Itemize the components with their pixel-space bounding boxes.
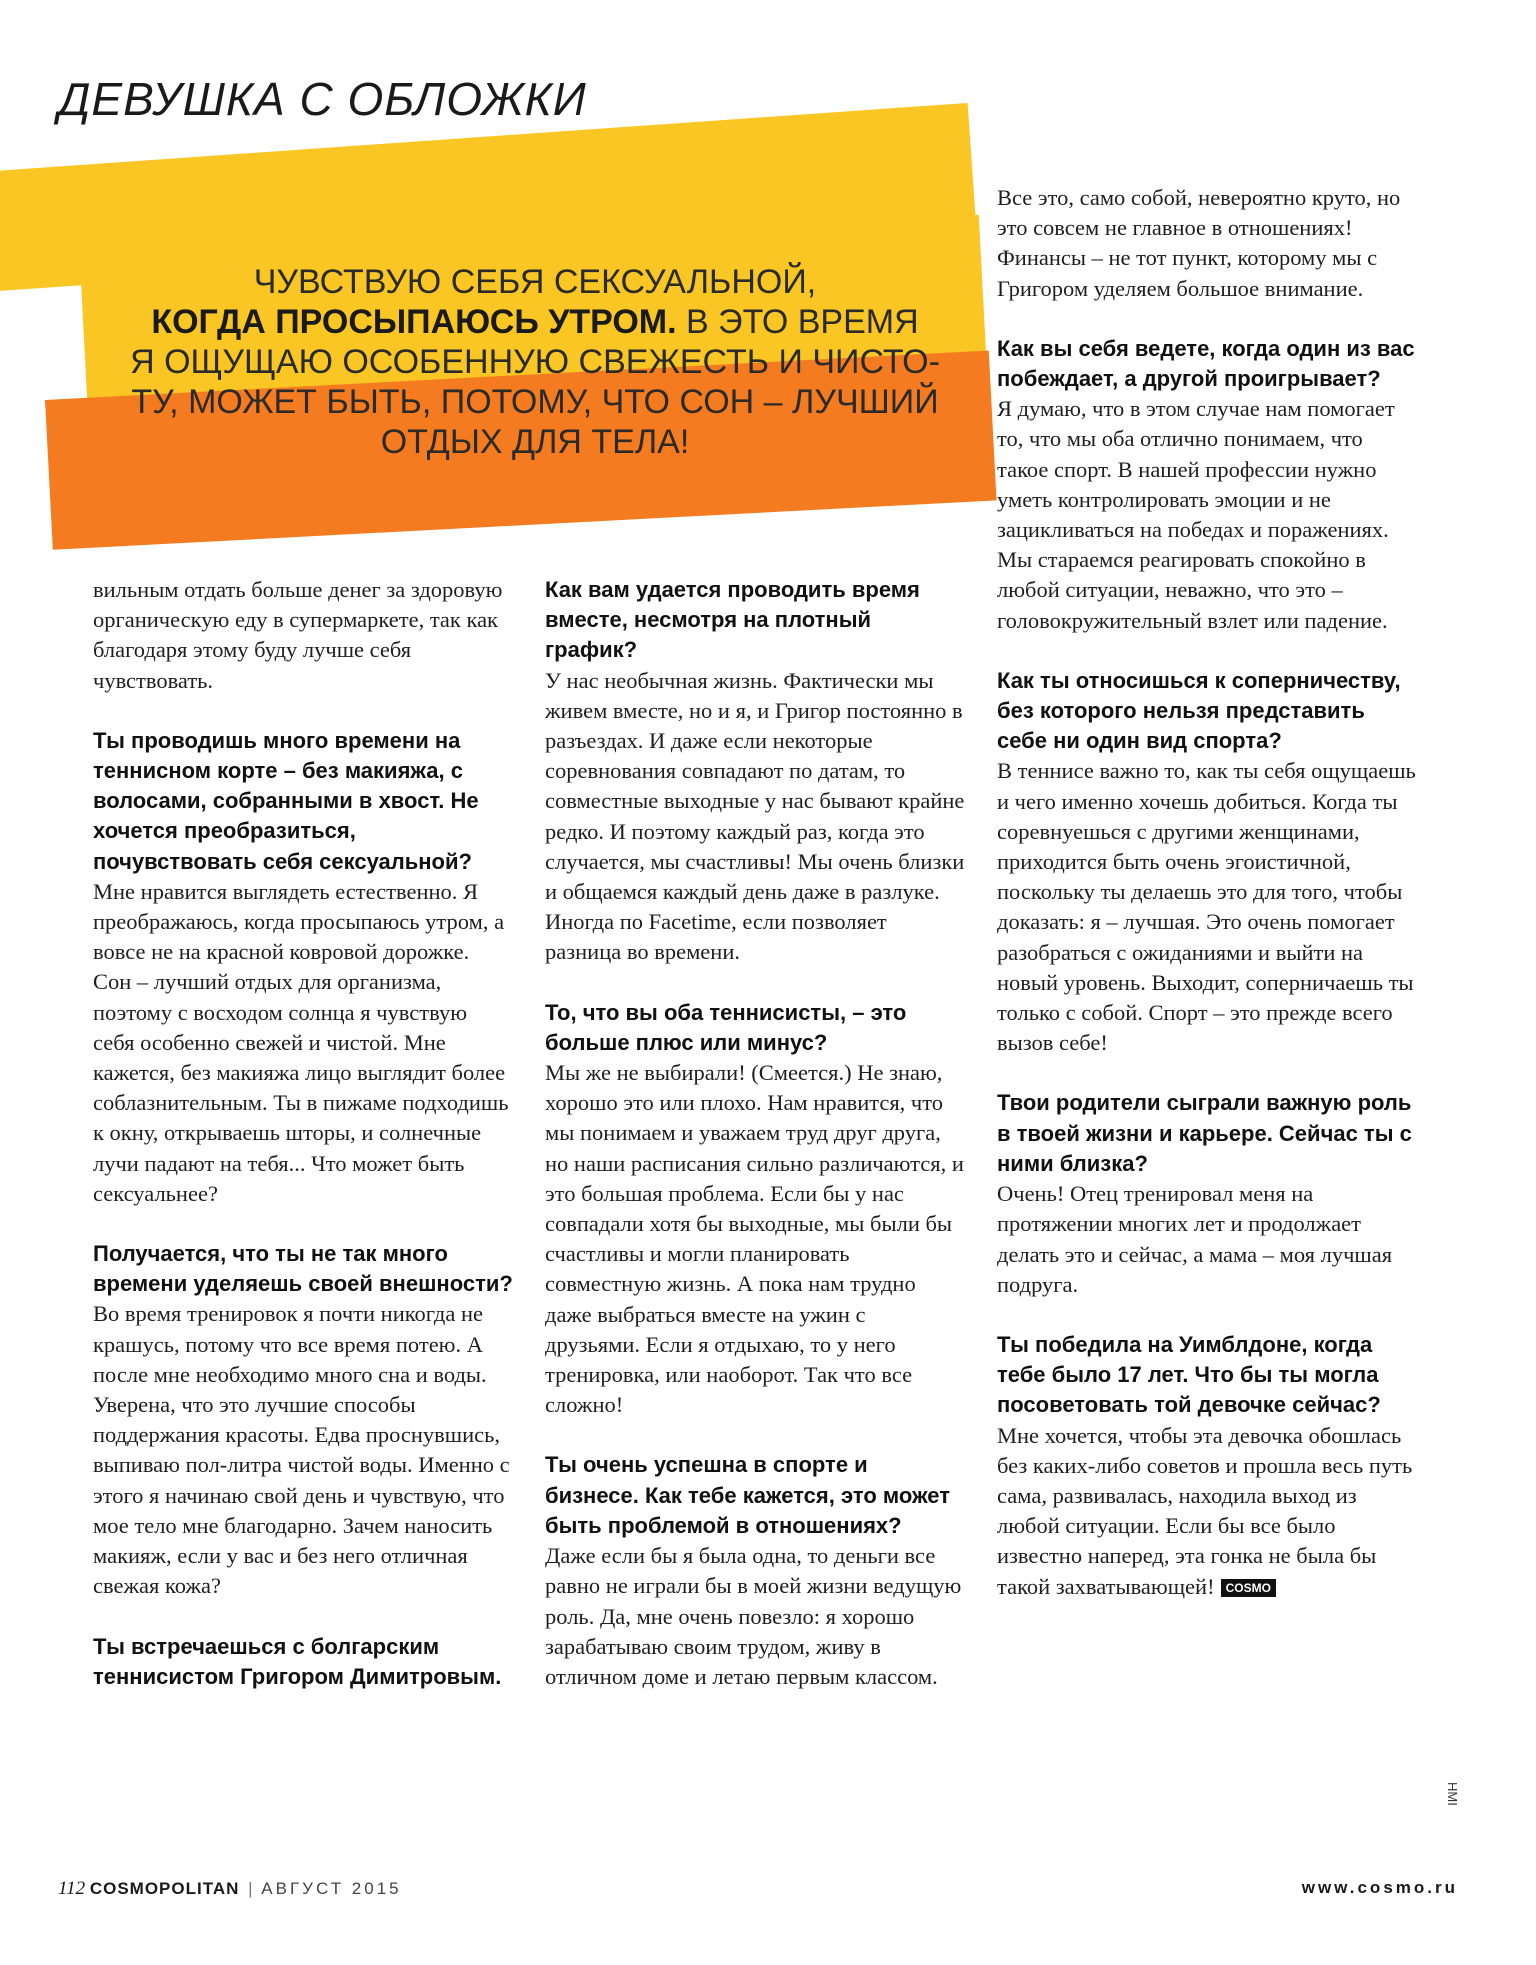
answer-paragraph: У нас необычная жизнь. Фактически мы живем вместе, но и я, и Григор постоянно в разъездах. И даже если некоторые соревнования совпадают по датам, то совместные выходные у нас бывают крайне редко. И поэтому каждый раз, когда это случается, мы счастливы! Мы очень близки и общаемся каждый день даже в разлуке. Иногда по Facetime, если позволяет разница во времени. <box>545 667 965 965</box>
pull-quote-line-5: ОТДЫХ ДЛЯ ТЕЛА! <box>380 423 690 461</box>
footer-separator: | <box>248 1879 253 1898</box>
interview-question: Как ты относишься к соперничеству, без которого нельзя представить себе ни один вид спорта? <box>997 667 1401 754</box>
cosmo-end-mark-icon: COSMO <box>1221 1579 1276 1597</box>
answer-paragraph: В теннисе важно то, как ты себя ощущаешь и чего именно хочешь добиться. Когда ты соревнуешься с другими женщинами, приходится быть очень эгоистичной, поскольку ты делаешь это для того, чтобы доказать: я – лучшая. Это очень помогает разобраться с ожиданиями и выйти на новый уровень. Выходит, соперничаешь ты только с собой. Спорт – это прежде всего вызов себе! <box>997 758 1416 1056</box>
photo-credit: HMI <box>1445 1782 1460 1806</box>
final-answer-text: Мне хочется, чтобы эта девочка обошлась без каких-либо советов и прошла весь путь сама, развивалась, находила выход из любой ситуации. Если бы все было известно наперед, эта гонка не была бы такой захватывающей! <box>997 1422 1413 1599</box>
answer-paragraph: Даже если бы я была одна, то деньги все равно не играли бы в моей жизни ведущую роль. Да, мне очень повезло: я хорошо зарабатываю своим трудом, живу в отличном доме и летаю первым классом. <box>545 1543 962 1689</box>
pull-quote-line-2-rest: В ЭТО ВРЕМЯ <box>676 303 919 341</box>
answer-paragraph: Во время тренировок я почти никогда не крашусь, потому что все время потею. А после мне необходимо много сна и воды. Уверена, что это лучшие способы поддержания красоты. Едва проснувшись, выпиваю пол-литра чистой воды. Именно с этого я начинаю свой день и чувствую, что мое тело мне благодарно. Зачем наносить макияж, если у вас и без него отличная свежая кожа? <box>93 1301 510 1599</box>
pull-quote-line-3: Я ОЩУЩАЮ ОСОБЕННУЮ СВЕЖЕСТЬ И ЧИСТО- <box>130 343 940 381</box>
answer-paragraph: Я думаю, что в этом случае нам помогает то, что мы оба отлично понимаем, что такое спорт. В нашей профессии нужно уметь контролировать эмоции и не зацикливаться на победах и поражениях. Мы стараемся реагировать спокойно в любой ситуации, неважно, что это – головокружительный взлет или падение. <box>997 396 1395 633</box>
answer-paragraph <box>997 1421 1417 1602</box>
website-link[interactable]: www.cosmo.ru <box>1301 1878 1458 1897</box>
answer-paragraph: Мне нравится выглядеть естественно. Я преображаюсь, когда просыпаюсь утром, а вовсе не на красной ковровой дорожке. Сон – лучший отдых для организма, поэтому с восходом солнца я чувствую себя особенно свежей и чистой. Мне кажется, без макияжа лицо выглядит более соблазнительным. Ты в пижаме подходишь к окну, открываешь шторы, и солнечные лучи падают на тебя... Что может быть сексуальнее? <box>93 878 509 1206</box>
article-column-3 <box>997 183 1417 1632</box>
pull-quote-bold: КОГДА ПРОСЫПАЮСЬ УТРОМ. <box>151 303 677 341</box>
interview-question: Ты победила на Уимблдоне, когда тебе было 17 лет. Что бы ты могла посоветовать той девочке сейчас? <box>997 1331 1381 1418</box>
page-footer <box>58 1878 1458 1900</box>
page-number: 112 <box>58 1878 86 1899</box>
issue-date: АВГУСТ 2015 <box>261 1879 402 1898</box>
interview-question: Твои родители сыграли важную роль в твоей жизни и карьере. Сейчас ты с ними близка? <box>997 1090 1412 1176</box>
pull-quote-line-1: ЧУВСТВУЮ СЕБЯ СЕКСУАЛЬНОЙ, <box>253 263 817 301</box>
interview-question: Как вам удается проводить время вместе, несмотря на плотный график? <box>545 577 920 663</box>
article-column-1 <box>93 575 513 1692</box>
interview-question: Ты проводишь много времени на теннисном корте – без макияжа, с волосами, собранными в хвост. Не хочется преобразиться, почувствовать себя сексуальной? <box>93 727 479 874</box>
interview-question: То, что вы оба теннисисты, – это больше плюс или минус? <box>545 999 907 1055</box>
article-column-2 <box>545 575 965 1722</box>
magazine-name: COSMOPOLITAN <box>89 1879 240 1898</box>
answer-paragraph: вильным отдать больше денег за здоровую органическую еду в супермаркете, так как благодаря этому буду лучше себя чувствовать. <box>93 577 503 693</box>
interview-question: Как вы себя ведете, когда один из вас побеждает, а другой проигрывает? <box>997 335 1415 392</box>
answer-paragraph: Очень! Отец тренировал меня на протяжении многих лет и продолжает делать это и сейчас, а мама – моя лучшая подруга. <box>997 1181 1393 1297</box>
interview-question: Получается, что ты не так много времени уделяешь своей внешности? <box>93 1241 513 1297</box>
answer-paragraph: Мы же не выбирали! (Смеется.) Не знаю, хорошо это или плохо. Нам нравится, что мы понимаем и уважаем труд друг друга, но наши расписания сильно различаются, и это большая проблема. Если бы у нас совпадали хотя бы выходные, мы были бы счастливы и могли планировать совместную жизнь. А пока нам трудно даже выбраться вместе на ужин с друзьями. Если я отдыхаю, то у него тренировка, или наоборот. Так что все сложно! <box>545 1060 964 1418</box>
answer-paragraph: Все это, само собой, невероятно круто, но это совсем не главное в отношениях! Финансы – не тот пункт, которому мы с Григором уделяем большое внимание. <box>997 185 1401 301</box>
interview-question: Ты встречаешься с болгарским теннисистом Григором Димитровым. <box>93 1633 502 1689</box>
pull-quote <box>90 262 980 462</box>
interview-question: Ты очень успешна в спорте и бизнесе. Как тебе кажется, это может быть проблемой в отношениях? <box>545 1452 951 1538</box>
section-title: ДЕВУШКА С ОБЛОЖКИ <box>58 73 587 125</box>
pull-quote-line-4: ТУ, МОЖЕТ БЫТЬ, ПОТОМУ, ЧТО СОН – ЛУЧШИЙ <box>131 383 939 421</box>
